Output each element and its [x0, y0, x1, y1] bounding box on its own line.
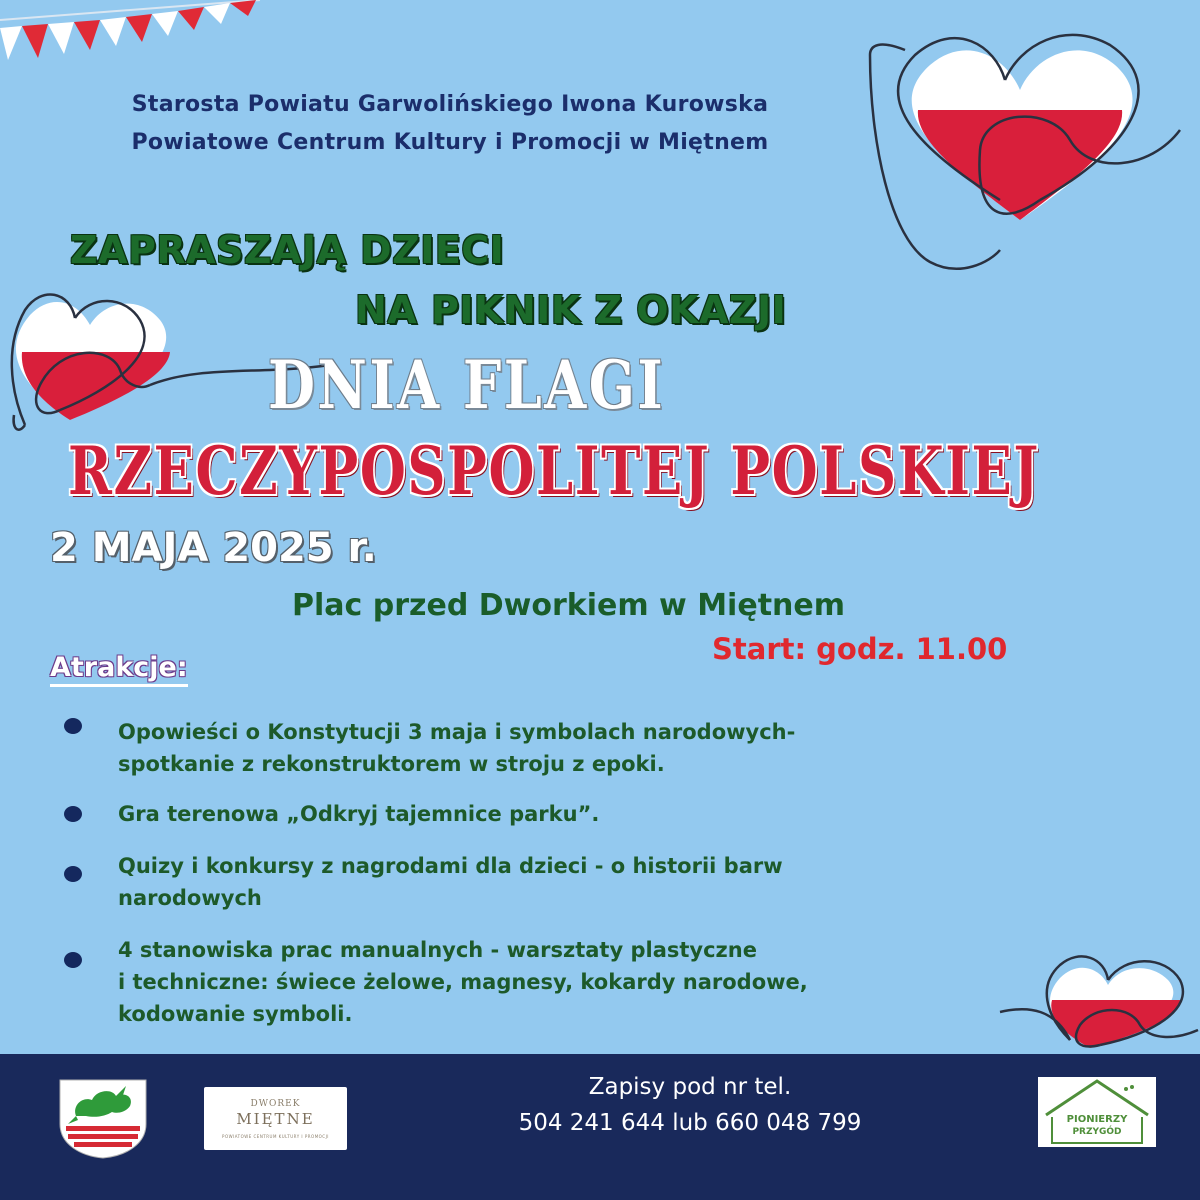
attraction-item: Gra terenowa „Odkryj tajemnice parku”. [118, 802, 600, 826]
dworek-logo-main: MIĘTNE [236, 1110, 315, 1128]
bullet-icon [64, 866, 82, 882]
dworek-logo-sub: POWIATOWE CENTRUM KULTURY I PROMOCJI [222, 1134, 329, 1139]
pionierzy-logo-line-1: PIONIERZY [1066, 1114, 1128, 1125]
attraction-item: Opowieści o Konstytucji 3 maja i symbolach narodowych- spotkanie z rekonstruktorem w stroju z epoki. [118, 720, 796, 776]
bullet-icon [64, 952, 82, 968]
invite-line-2: NA PIKNIK Z OKAZJI [355, 288, 787, 332]
organizer-line: Powiatowe Centrum Kultury i Promocji w Miętnem [131, 130, 769, 155]
organizer-line: Starosta Powiatu Garwolińskiego Iwona Kurowska [131, 92, 769, 117]
signup-label: Zapisy pod nr tel. [588, 1074, 792, 1100]
dworek-logo-top: DWOREK [250, 1099, 301, 1109]
attraction-item: 4 stanowiska prac manualnych - warsztaty plastyczne i techniczne: świece żelowe, magnesy, kokardy narodowe, kodowanie symboli. [118, 938, 808, 1026]
dragon-coat-of-arms-icon [56, 1078, 150, 1160]
event-place: Plac przed Dworkiem w Miętnem [292, 588, 845, 623]
event-date: 2 MAJA 2025 r. [50, 525, 377, 571]
bullet-icon [64, 806, 82, 822]
pionierzy-przygod-logo [1038, 1077, 1156, 1147]
bullet-icon [64, 718, 82, 734]
headline-flag-day: DNIA FLAGI [268, 346, 666, 424]
event-start-time: Start: godz. 11.00 [712, 632, 1008, 666]
attraction-item: Quizy i konkursy z nagrodami dla dzieci - o historii barw narodowych [118, 854, 783, 910]
dworek-mietne-logo [204, 1087, 347, 1150]
bunting-icon [0, 0, 260, 60]
signup-phones: 504 241 644 lub 660 048 799 [518, 1110, 862, 1136]
invite-line-1: ZAPRASZAJĄ DZIECI [70, 228, 505, 272]
attractions-heading: Atrakcje: [50, 652, 188, 683]
heart-flag-icon [870, 35, 1180, 269]
pionierzy-logo-line-2: PRZYGÓD [1072, 1127, 1122, 1137]
headline-republic: RZECZYPOSPOLITEJ POLSKIEJ [68, 432, 1040, 510]
